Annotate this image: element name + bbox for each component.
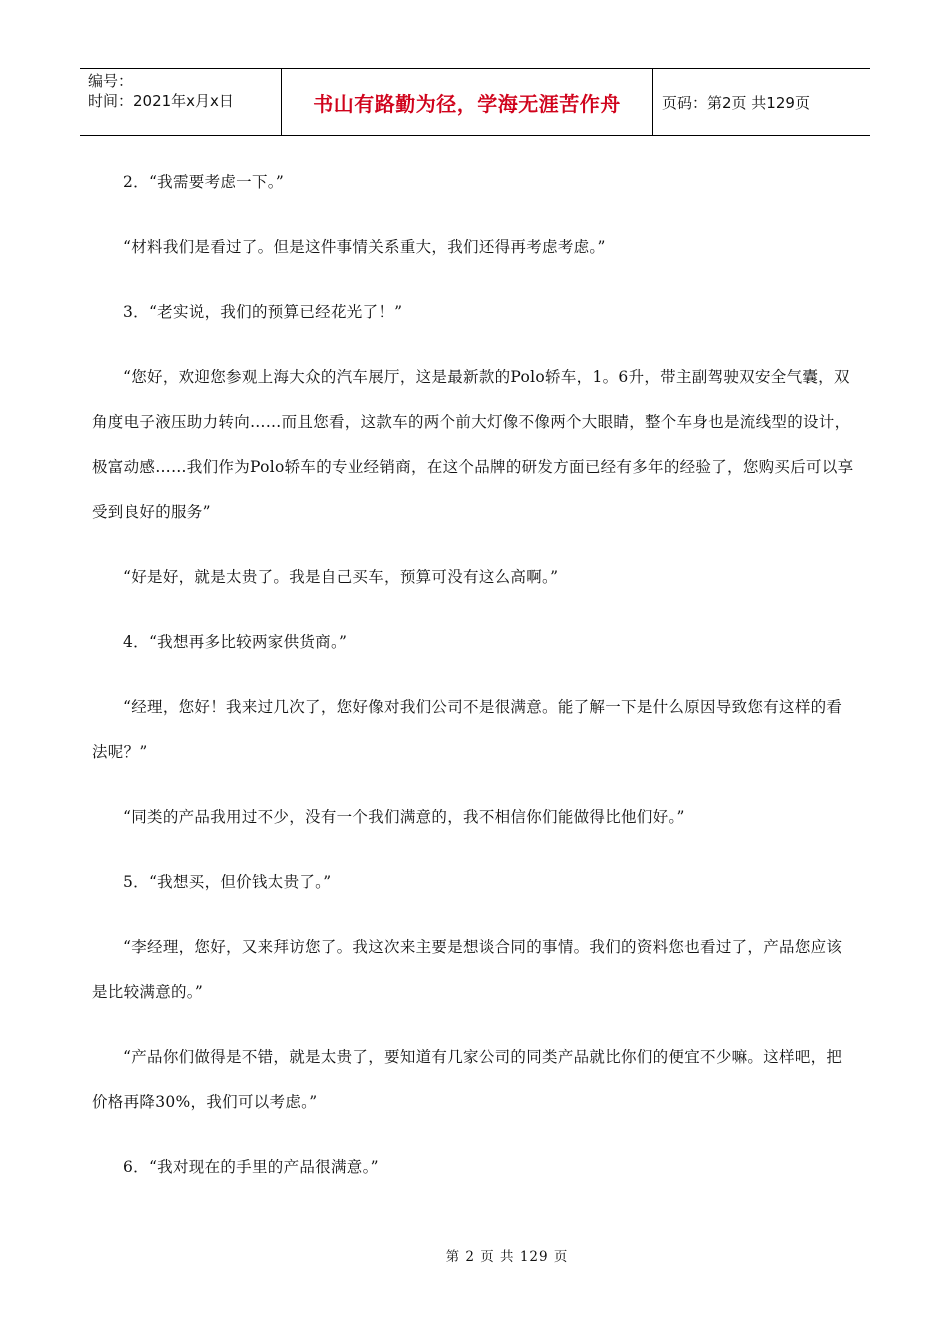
paragraph: 6．“我对现在的手里的产品很满意。” [123,1158,379,1176]
paragraph: 2．“我需要考虑一下。” [123,173,285,191]
paragraph: “好是好，就是太贵了。我是自己买车，预算可没有这么高啊。” [123,568,559,586]
header-page-info: 页码：第2页 共129页 [662,93,810,112]
paragraph: 3．“老实说，我们的预算已经花光了！” [123,303,403,321]
paragraph: “李经理，您好，又来拜访您了。我这次来主要是想谈合同的事情。我们的资料您也看过了，产品您应该是比较满意的。” [92,938,843,1001]
paragraph: 4．“我想再多比较两家供货商。” [123,633,348,651]
paragraph: “产品你们做得是不错，就是太贵了，要知道有几家公司的同类产品就比你们的便宜不少嘛。这样吧，把价格再降30%，我们可以考虑。” [92,1048,843,1111]
date-label: 时间：2021年x月x日 [88,92,234,110]
paragraph: “同类的产品我用过不少，没有一个我们满意的，我不相信你们能做得比他们好。” [123,808,685,826]
paragraph: “经理，您好！我来过几次了，您好像对我们公司不是很满意。能了解一下是什么原因导致您有这样的看法呢？” [92,698,843,761]
page-footer: 第 2 页 共 129 页 [445,1249,569,1265]
document-body [92,160,854,1190]
header-motto: 书山有路勤为径，学海无涯苦作舟 [281,69,653,135]
paragraph: 5．“我想买，但价钱太贵了。” [123,873,332,891]
page-header [80,68,870,136]
header-meta [80,69,281,135]
code-label: 编号： [88,72,134,90]
paragraph: “材料我们是看过了。但是这件事情关系重大，我们还得再考虑考虑。” [123,238,606,256]
paragraph: “您好，欢迎您参观上海大众的汽车展厅，这是最新款的Polo轿车，1。6升，带主副驾驶双安全气囊，双角度电子液压助力转向……而且您看，这款车的两个前大灯像不像两个大眼睛，整个车身也是流线型的设计，极富动感……我们作为Polo轿车的专业经销商，在这个品牌的研发方面已经有多年的经验了，您购买后可以享受到良好的服务” [92,368,854,521]
